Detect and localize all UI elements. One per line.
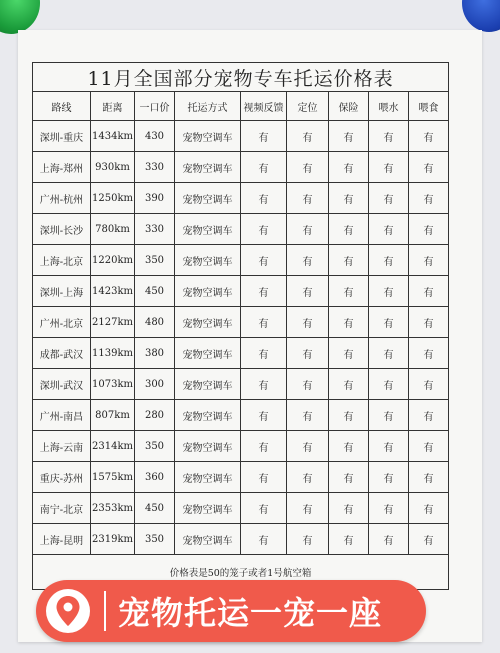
location-pin-icon (46, 589, 90, 633)
table-row (33, 369, 449, 400)
table-row (33, 245, 449, 276)
cell-route: 深圳-武汉 (33, 369, 91, 400)
cell-locate: 有 (287, 338, 329, 369)
cell-water: 有 (369, 245, 409, 276)
table-row (33, 152, 449, 183)
cell-food: 有 (409, 245, 449, 276)
cell-food: 有 (409, 121, 449, 152)
table-body (33, 121, 449, 555)
cell-locate: 有 (287, 493, 329, 524)
cell-distance: 1423km (91, 276, 135, 307)
cell-distance: 2353km (91, 493, 135, 524)
column-header: 视频反馈 (241, 92, 287, 121)
cell-locate: 有 (287, 369, 329, 400)
cell-water: 有 (369, 400, 409, 431)
table-row (33, 524, 449, 555)
cell-video: 有 (241, 245, 287, 276)
cell-route: 上海-北京 (33, 245, 91, 276)
cell-insure: 有 (329, 245, 369, 276)
cell-video: 有 (241, 369, 287, 400)
cell-distance: 807km (91, 400, 135, 431)
column-header: 路线 (33, 92, 91, 121)
cell-price: 380 (135, 338, 175, 369)
cell-locate: 有 (287, 307, 329, 338)
cell-method: 宠物空调车 (175, 338, 241, 369)
cell-insure: 有 (329, 462, 369, 493)
cell-distance: 2314km (91, 431, 135, 462)
cell-price: 450 (135, 493, 175, 524)
cell-distance: 1220km (91, 245, 135, 276)
cell-water: 有 (369, 524, 409, 555)
table-row (33, 493, 449, 524)
cell-route: 深圳-长沙 (33, 214, 91, 245)
cell-water: 有 (369, 152, 409, 183)
cell-food: 有 (409, 214, 449, 245)
cell-method: 宠物空调车 (175, 400, 241, 431)
cell-route: 上海-云南 (33, 431, 91, 462)
cell-locate: 有 (287, 245, 329, 276)
cell-price: 350 (135, 524, 175, 555)
cell-video: 有 (241, 121, 287, 152)
cell-water: 有 (369, 493, 409, 524)
column-header: 托运方式 (175, 92, 241, 121)
cell-price: 330 (135, 214, 175, 245)
column-header: 保险 (329, 92, 369, 121)
cell-insure: 有 (329, 214, 369, 245)
cell-distance: 1434km (91, 121, 135, 152)
cell-food: 有 (409, 338, 449, 369)
cell-insure: 有 (329, 431, 369, 462)
cell-method: 宠物空调车 (175, 431, 241, 462)
cell-route: 广州-北京 (33, 307, 91, 338)
table-row (33, 462, 449, 493)
green-magnet (0, 0, 40, 34)
table-row (33, 400, 449, 431)
cell-method: 宠物空调车 (175, 462, 241, 493)
cell-price: 430 (135, 121, 175, 152)
cell-price: 330 (135, 152, 175, 183)
column-header: 定位 (287, 92, 329, 121)
cell-locate: 有 (287, 462, 329, 493)
cell-distance: 2127km (91, 307, 135, 338)
cell-route: 南宁-北京 (33, 493, 91, 524)
column-header: 距离 (91, 92, 135, 121)
cell-locate: 有 (287, 214, 329, 245)
cell-distance: 780km (91, 214, 135, 245)
column-header: 一口价 (135, 92, 175, 121)
cell-price: 450 (135, 276, 175, 307)
cell-water: 有 (369, 121, 409, 152)
cell-locate: 有 (287, 400, 329, 431)
cell-insure: 有 (329, 183, 369, 214)
cell-route: 上海-昆明 (33, 524, 91, 555)
promo-banner (36, 580, 426, 642)
cell-distance: 930km (91, 152, 135, 183)
header-row (33, 92, 449, 121)
cell-food: 有 (409, 369, 449, 400)
cell-locate: 有 (287, 276, 329, 307)
cell-method: 宠物空调车 (175, 214, 241, 245)
cell-distance: 1073km (91, 369, 135, 400)
cell-water: 有 (369, 214, 409, 245)
cell-video: 有 (241, 524, 287, 555)
column-header: 喂水 (369, 92, 409, 121)
table-row (33, 214, 449, 245)
banner-text: 宠物托运一宠一座 (118, 594, 383, 632)
blue-magnet (462, 0, 500, 32)
cell-insure: 有 (329, 307, 369, 338)
cell-food: 有 (409, 400, 449, 431)
cell-route: 重庆-苏州 (33, 462, 91, 493)
cell-water: 有 (369, 462, 409, 493)
cell-video: 有 (241, 276, 287, 307)
cell-distance: 2319km (91, 524, 135, 555)
cell-route: 成都-武汉 (33, 338, 91, 369)
table-title: 11月全国部分宠物专车托运价格表 (33, 63, 449, 92)
cell-video: 有 (241, 493, 287, 524)
cell-method: 宠物空调车 (175, 369, 241, 400)
cell-route: 上海-郑州 (33, 152, 91, 183)
cell-video: 有 (241, 183, 287, 214)
cell-insure: 有 (329, 524, 369, 555)
cell-method: 宠物空调车 (175, 307, 241, 338)
cell-insure: 有 (329, 276, 369, 307)
cell-video: 有 (241, 400, 287, 431)
cell-insure: 有 (329, 338, 369, 369)
cell-method: 宠物空调车 (175, 245, 241, 276)
cell-method: 宠物空调车 (175, 524, 241, 555)
banner-divider (104, 591, 106, 631)
price-table (32, 62, 449, 590)
cell-method: 宠物空调车 (175, 276, 241, 307)
cell-water: 有 (369, 183, 409, 214)
cell-method: 宠物空调车 (175, 152, 241, 183)
cell-water: 有 (369, 307, 409, 338)
cell-price: 480 (135, 307, 175, 338)
cell-video: 有 (241, 214, 287, 245)
cell-water: 有 (369, 431, 409, 462)
cell-method: 宠物空调车 (175, 121, 241, 152)
column-header: 喂食 (409, 92, 449, 121)
footer-note: 价格表是50的笼子或者1号航空箱 (33, 555, 449, 590)
cell-food: 有 (409, 493, 449, 524)
cell-locate: 有 (287, 183, 329, 214)
cell-food: 有 (409, 462, 449, 493)
cell-route: 深圳-重庆 (33, 121, 91, 152)
cell-video: 有 (241, 338, 287, 369)
cell-food: 有 (409, 524, 449, 555)
cell-insure: 有 (329, 493, 369, 524)
cell-price: 350 (135, 245, 175, 276)
cell-route: 深圳-上海 (33, 276, 91, 307)
cell-method: 宠物空调车 (175, 493, 241, 524)
cell-water: 有 (369, 276, 409, 307)
cell-route: 广州-杭州 (33, 183, 91, 214)
cell-insure: 有 (329, 152, 369, 183)
cell-food: 有 (409, 307, 449, 338)
cell-food: 有 (409, 183, 449, 214)
cell-price: 390 (135, 183, 175, 214)
cell-water: 有 (369, 369, 409, 400)
cell-locate: 有 (287, 121, 329, 152)
cell-price: 360 (135, 462, 175, 493)
cell-distance: 1139km (91, 338, 135, 369)
table-row (33, 307, 449, 338)
cell-video: 有 (241, 307, 287, 338)
cell-food: 有 (409, 431, 449, 462)
cell-video: 有 (241, 152, 287, 183)
cell-video: 有 (241, 462, 287, 493)
cell-price: 300 (135, 369, 175, 400)
cell-locate: 有 (287, 431, 329, 462)
cell-method: 宠物空调车 (175, 183, 241, 214)
cell-food: 有 (409, 152, 449, 183)
cell-route: 广州-南昌 (33, 400, 91, 431)
cell-price: 350 (135, 431, 175, 462)
cell-distance: 1250km (91, 183, 135, 214)
cell-video: 有 (241, 431, 287, 462)
cell-insure: 有 (329, 121, 369, 152)
cell-food: 有 (409, 276, 449, 307)
cell-insure: 有 (329, 400, 369, 431)
cell-distance: 1575km (91, 462, 135, 493)
table-row (33, 276, 449, 307)
cell-water: 有 (369, 338, 409, 369)
cell-locate: 有 (287, 524, 329, 555)
cell-locate: 有 (287, 152, 329, 183)
table-row (33, 121, 449, 152)
cell-price: 280 (135, 400, 175, 431)
table-row (33, 338, 449, 369)
table-row (33, 183, 449, 214)
cell-insure: 有 (329, 369, 369, 400)
table-row (33, 431, 449, 462)
